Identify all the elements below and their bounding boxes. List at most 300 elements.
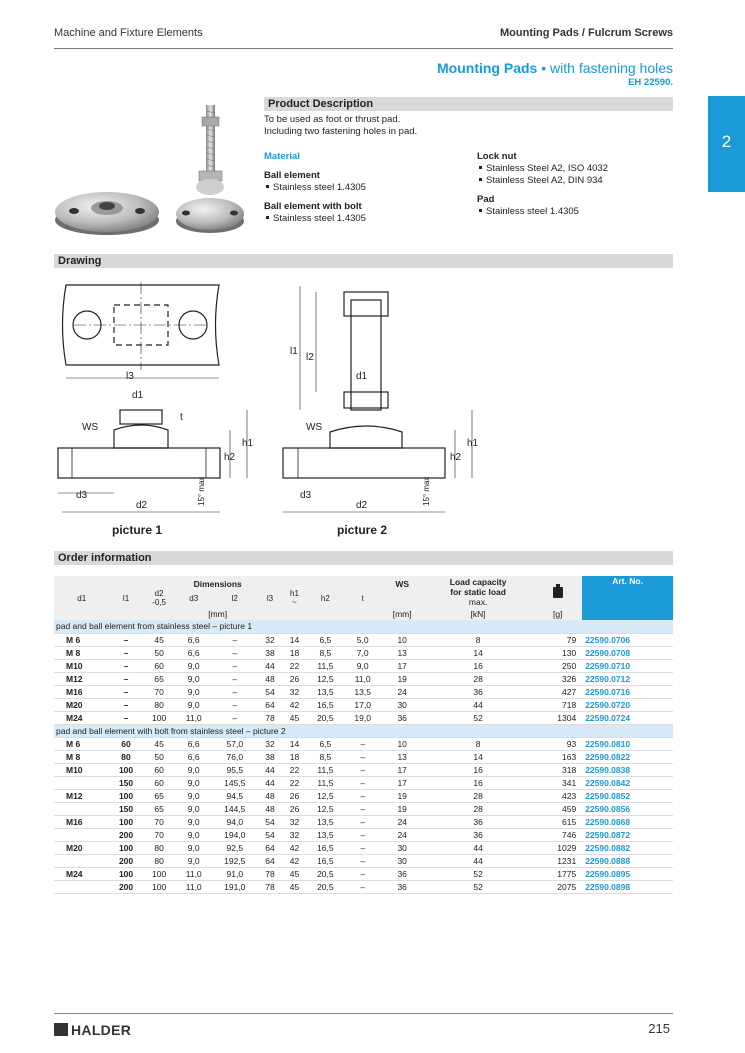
table-cell: 9,0 [176, 815, 212, 828]
table-cell: 250 [533, 659, 582, 672]
table-cell: 16,5 [307, 841, 344, 854]
table-row [54, 854, 673, 867]
col-d3: d3 [176, 589, 212, 607]
table-cell: 6,6 [176, 750, 212, 763]
table-cell: – [344, 776, 381, 789]
table-cell: 16 [423, 776, 533, 789]
lock-nut-label: Lock nut [477, 151, 517, 162]
product-description [264, 114, 417, 138]
page-title [437, 60, 673, 76]
table-cell: 52 [423, 867, 533, 880]
table-cell: 65 [143, 672, 176, 685]
table-row [54, 659, 673, 672]
material-label: Material [264, 151, 300, 162]
table-cell: 70 [143, 685, 176, 698]
table-cell: 36 [423, 685, 533, 698]
table-cell: 1231 [533, 854, 582, 867]
label-angle-2: 15° max [422, 476, 431, 506]
table-cell: 54 [258, 828, 282, 841]
group-label: pad and ball element from stainless steel – picture 1 [54, 620, 673, 633]
art-no-cell[interactable]: 22590.0842 [582, 776, 673, 789]
table-cell: 45 [282, 867, 306, 880]
header-category: Mounting Pads / Fulcrum Screws [500, 27, 673, 39]
ball-element-material: Stainless steel 1.4305 [264, 182, 366, 194]
header-section-title: Machine and Fixture Elements [54, 27, 203, 39]
table-cell: 746 [533, 828, 582, 841]
table-cell: M12 [54, 672, 110, 685]
table-cell: – [110, 633, 143, 646]
table-cell: 318 [533, 763, 582, 776]
ws-header: WS [381, 576, 423, 589]
table-cell: M 8 [54, 750, 110, 763]
table-cell: – [110, 659, 143, 672]
table-cell: 95,5 [212, 763, 258, 776]
art-no-header: Art. No. [582, 576, 673, 620]
order-information-heading: Order information [54, 551, 673, 565]
table-cell: 52 [423, 880, 533, 893]
weight-icon [533, 576, 582, 607]
art-no-cell[interactable]: 22590.0888 [582, 854, 673, 867]
table-cell: – [212, 711, 258, 724]
table-cell: 45 [282, 711, 306, 724]
table-row [54, 763, 673, 776]
table-cell: 94,5 [212, 789, 258, 802]
table-cell: 6,6 [176, 646, 212, 659]
col-l1: l1 [110, 589, 143, 607]
art-no-cell[interactable]: 22590.0872 [582, 828, 673, 841]
table-cell: 19 [381, 789, 423, 802]
table-cell: 718 [533, 698, 582, 711]
title-sub: with fastening holes [550, 60, 673, 76]
table-cell: M20 [54, 841, 110, 854]
table-cell: 100 [110, 867, 143, 880]
table-cell: 48 [258, 789, 282, 802]
table-cell: 9,0 [176, 841, 212, 854]
table-row [54, 880, 673, 893]
table-cell: 60 [143, 659, 176, 672]
table-cell: 44 [423, 698, 533, 711]
label-d3-2: d3 [300, 490, 312, 501]
label-l2: l2 [306, 352, 314, 363]
page-number: 215 [648, 1021, 670, 1036]
col-t: t [344, 589, 381, 607]
label-h1-2: h1 [467, 438, 479, 449]
table-cell: 10 [381, 737, 423, 750]
order-table-body [54, 620, 673, 893]
table-cell: 32 [258, 633, 282, 646]
col-l3: l3 [258, 589, 282, 607]
table-cell: – [344, 854, 381, 867]
table-cell: 65 [143, 802, 176, 815]
table-cell: 150 [110, 776, 143, 789]
table-cell: 30 [381, 854, 423, 867]
table-cell: 54 [258, 685, 282, 698]
art-no-cell[interactable]: 22590.0822 [582, 750, 673, 763]
table-cell: 14 [423, 646, 533, 659]
table-cell: 163 [533, 750, 582, 763]
table-row [54, 685, 673, 698]
table-cell: 423 [533, 789, 582, 802]
group-label: pad and ball element with bolt from stainless steel – picture 2 [54, 724, 673, 737]
table-row [54, 841, 673, 854]
table-cell: 38 [258, 646, 282, 659]
table-cell: 11,0 [176, 867, 212, 880]
chapter-tab[interactable]: 2 [708, 96, 745, 192]
table-row [54, 828, 673, 841]
table-cell: 11,0 [176, 711, 212, 724]
table-cell: 16 [423, 659, 533, 672]
brand-mark-icon [54, 1023, 68, 1036]
table-cell: 9,0 [176, 763, 212, 776]
table-cell: – [212, 633, 258, 646]
table-cell: 9,0 [176, 789, 212, 802]
table-cell: 13,5 [307, 828, 344, 841]
table-cell: 1775 [533, 867, 582, 880]
art-no-cell[interactable]: 22590.0724 [582, 711, 673, 724]
table-cell: – [344, 789, 381, 802]
table-cell: 9,0 [176, 802, 212, 815]
table-cell: 94,0 [212, 815, 258, 828]
table-cell: 9,0 [344, 659, 381, 672]
label-l3: l3 [126, 371, 134, 382]
table-cell: 130 [533, 646, 582, 659]
table-cell: 19 [381, 672, 423, 685]
table-cell: 326 [533, 672, 582, 685]
table-cell: 60 [110, 737, 143, 750]
table-cell: 9,0 [176, 776, 212, 789]
label-d1-2: d1 [356, 371, 368, 382]
table-cell: 65 [143, 789, 176, 802]
table-cell: – [212, 698, 258, 711]
table-cell: 36 [423, 828, 533, 841]
table-row [54, 802, 673, 815]
table-cell: 17 [381, 659, 423, 672]
table-cell: 22 [282, 659, 306, 672]
art-no-cell[interactable]: 22590.0882 [582, 841, 673, 854]
table-cell [54, 776, 110, 789]
table-cell: 16,5 [307, 698, 344, 711]
table-cell: 12,5 [307, 789, 344, 802]
table-cell: 42 [282, 841, 306, 854]
table-cell: 54 [258, 815, 282, 828]
table-cell: 42 [282, 698, 306, 711]
table-cell: M 6 [54, 633, 110, 646]
table-cell: 26 [282, 672, 306, 685]
table-cell: – [110, 698, 143, 711]
table-cell: 2075 [533, 880, 582, 893]
art-no-cell[interactable]: 22590.0706 [582, 633, 673, 646]
table-row [54, 867, 673, 880]
table-cell: 10 [381, 633, 423, 646]
dimensions-header: Dimensions [54, 576, 381, 589]
label-h2-2: h2 [450, 452, 462, 463]
table-cell: 45 [143, 737, 176, 750]
table-cell: 14 [282, 737, 306, 750]
brand-logo: HALDER [54, 1022, 131, 1038]
table-cell: 9,0 [176, 828, 212, 841]
col-d1: d1 [54, 589, 110, 607]
art-no-cell[interactable]: 22590.0895 [582, 867, 673, 880]
col-l2: l2 [212, 589, 258, 607]
art-no-cell[interactable]: 22590.0810 [582, 737, 673, 750]
table-cell: 45 [143, 633, 176, 646]
table-cell: 70 [143, 815, 176, 828]
order-table [54, 576, 673, 894]
table-cell: 11,5 [307, 659, 344, 672]
product-code: EH 22590. [628, 77, 673, 88]
technical-drawing [54, 280, 484, 542]
table-cell: 64 [258, 698, 282, 711]
table-cell: 19 [381, 802, 423, 815]
label-d1: d1 [132, 390, 144, 401]
table-cell: 64 [258, 854, 282, 867]
table-cell: 20,5 [307, 867, 344, 880]
table-cell: 11,5 [307, 776, 344, 789]
art-no-cell[interactable]: 22590.0720 [582, 698, 673, 711]
table-cell: 78 [258, 867, 282, 880]
art-no-cell[interactable]: 22590.0856 [582, 802, 673, 815]
table-cell: 80 [143, 841, 176, 854]
label-h2: h2 [224, 452, 236, 463]
table-cell: M16 [54, 685, 110, 698]
table-cell: 6,5 [307, 633, 344, 646]
table-cell: 36 [381, 711, 423, 724]
table-cell [54, 828, 110, 841]
table-cell: M10 [54, 659, 110, 672]
table-cell: 80 [110, 750, 143, 763]
table-cell: 70 [143, 828, 176, 841]
table-cell: 19,0 [344, 711, 381, 724]
footer-divider [54, 1013, 673, 1014]
table-cell: – [212, 659, 258, 672]
table-cell: 145,5 [212, 776, 258, 789]
table-cell: 60 [143, 763, 176, 776]
table-cell: 6,5 [307, 737, 344, 750]
table-row [54, 815, 673, 828]
table-cell: – [344, 880, 381, 893]
table-cell: 144,5 [212, 802, 258, 815]
table-cell [54, 880, 110, 893]
table-cell: 12,5 [307, 802, 344, 815]
table-cell: 78 [258, 711, 282, 724]
table-cell: 44 [258, 659, 282, 672]
table-cell: 6,6 [176, 633, 212, 646]
lock-nut-material-2: Stainless Steel A2, DIN 934 [477, 175, 603, 187]
table-cell: 32 [282, 815, 306, 828]
art-no-cell[interactable]: 22590.0852 [582, 789, 673, 802]
table-cell: 44 [423, 854, 533, 867]
table-cell: 93 [533, 737, 582, 750]
label-t: t [180, 412, 183, 423]
art-no-cell[interactable]: 22590.0708 [582, 646, 673, 659]
table-cell: M 8 [54, 646, 110, 659]
table-cell: 100 [110, 841, 143, 854]
table-cell: 50 [143, 646, 176, 659]
table-cell: 5,0 [344, 633, 381, 646]
table-row [54, 750, 673, 763]
table-cell: 32 [282, 685, 306, 698]
table-cell: 48 [258, 672, 282, 685]
table-cell: 191,0 [212, 880, 258, 893]
table-cell: 9,0 [176, 698, 212, 711]
table-row [54, 789, 673, 802]
table-cell: 8,5 [307, 646, 344, 659]
table-cell: 64 [258, 841, 282, 854]
table-cell: 8 [423, 633, 533, 646]
table-cell: 17,0 [344, 698, 381, 711]
table-cell: 16 [423, 763, 533, 776]
art-no-cell[interactable]: 22590.0710 [582, 659, 673, 672]
table-cell: 13 [381, 646, 423, 659]
table-cell: 17 [381, 763, 423, 776]
units-ws: [mm] [381, 607, 423, 620]
table-cell: 44 [258, 763, 282, 776]
table-cell: 100 [143, 711, 176, 724]
table-cell: – [212, 646, 258, 659]
table-cell: – [344, 867, 381, 880]
art-no-cell[interactable]: 22590.0898 [582, 880, 673, 893]
table-cell: 11,5 [307, 763, 344, 776]
table-cell: 192,5 [212, 854, 258, 867]
table-cell: 26 [282, 789, 306, 802]
table-units-row [54, 607, 673, 620]
table-cell: 38 [258, 750, 282, 763]
description-line-2: Including two fastening holes in pad. [264, 126, 418, 137]
label-h1: h1 [242, 438, 254, 449]
table-cell: 76,0 [212, 750, 258, 763]
table-cell: 80 [143, 698, 176, 711]
table-cell: – [212, 685, 258, 698]
table-cell: 91,0 [212, 867, 258, 880]
table-group-row [54, 620, 673, 633]
table-cell: 48 [258, 802, 282, 815]
table-cell: 57,0 [212, 737, 258, 750]
table-cell: 7,0 [344, 646, 381, 659]
load-capacity-header: Load capacity for static load max. [423, 576, 533, 607]
label-d3: d3 [76, 490, 88, 501]
table-cell: 200 [110, 828, 143, 841]
table-cell: 9,0 [176, 685, 212, 698]
label-angle: 15° max [197, 476, 206, 506]
table-cell: 60 [143, 776, 176, 789]
title-bullet: • [541, 60, 547, 76]
table-cell: 100 [110, 815, 143, 828]
table-cell: M 6 [54, 737, 110, 750]
description-line-1: To be used as foot or thrust pad. [264, 114, 401, 125]
table-cell: 100 [110, 763, 143, 776]
table-row [54, 646, 673, 659]
table-cell: M16 [54, 815, 110, 828]
table-cell: 36 [381, 867, 423, 880]
table-cell: 28 [423, 789, 533, 802]
table-cell: 459 [533, 802, 582, 815]
table-cell: 20,5 [307, 711, 344, 724]
pad-label: Pad [477, 194, 495, 205]
art-no-cell[interactable]: 22590.0868 [582, 815, 673, 828]
table-cell: 18 [282, 646, 306, 659]
table-cell: 13,5 [307, 815, 344, 828]
table-cell: – [110, 646, 143, 659]
header-divider [54, 48, 673, 49]
table-cell: 13,5 [344, 685, 381, 698]
table-cell: 11,0 [344, 672, 381, 685]
units-dims: [mm] [54, 607, 381, 620]
picture-2-caption: picture 2 [337, 523, 388, 537]
table-cell: 615 [533, 815, 582, 828]
table-cell: – [344, 750, 381, 763]
table-cell: 28 [423, 802, 533, 815]
art-no-cell[interactable]: 22590.0712 [582, 672, 673, 685]
table-cell: 22 [282, 776, 306, 789]
table-cell: 100 [143, 880, 176, 893]
table-cell: 9,0 [176, 854, 212, 867]
table-cell: – [344, 802, 381, 815]
table-cell: 78 [258, 880, 282, 893]
units-load: [kN] [423, 607, 533, 620]
art-no-cell[interactable]: 22590.0838 [582, 763, 673, 776]
drawing-heading: Drawing [54, 254, 673, 268]
table-cell: 9,0 [176, 659, 212, 672]
table-cell: 100 [143, 867, 176, 880]
table-cell: 30 [381, 698, 423, 711]
col-h2: h2 [307, 589, 344, 607]
table-cell: 13,5 [307, 685, 344, 698]
ball-element-label: Ball element [264, 170, 320, 181]
table-cell: 8 [423, 737, 533, 750]
table-cell: 24 [381, 685, 423, 698]
table-cell: – [344, 841, 381, 854]
table-cell: 1029 [533, 841, 582, 854]
table-cell: 11,0 [176, 880, 212, 893]
table-cell [54, 854, 110, 867]
table-cell: – [344, 763, 381, 776]
table-cell: 32 [258, 737, 282, 750]
table-row [54, 633, 673, 646]
table-cell: 28 [423, 672, 533, 685]
table-cell: 52 [423, 711, 533, 724]
table-cell: 24 [381, 828, 423, 841]
table-row [54, 737, 673, 750]
table-cell: M24 [54, 867, 110, 880]
table-header-row-1 [54, 576, 673, 589]
table-group-row [54, 724, 673, 737]
table-cell: 80 [143, 854, 176, 867]
table-cell [54, 802, 110, 815]
col-h1: h1 ~ [282, 589, 306, 607]
table-cell: – [110, 711, 143, 724]
table-cell: 42 [282, 854, 306, 867]
table-cell: 50 [143, 750, 176, 763]
table-cell: 13 [381, 750, 423, 763]
table-cell: 14 [423, 750, 533, 763]
table-row [54, 776, 673, 789]
table-cell: 200 [110, 880, 143, 893]
table-cell: – [344, 828, 381, 841]
table-cell: 341 [533, 776, 582, 789]
table-cell: 32 [282, 828, 306, 841]
table-cell: 36 [423, 815, 533, 828]
label-d2: d2 [136, 500, 148, 511]
ball-element-bolt-material: Stainless steel 1.4305 [264, 213, 366, 225]
table-cell: 16,5 [307, 854, 344, 867]
art-no-cell[interactable]: 22590.0716 [582, 685, 673, 698]
col-d2: d2 -0,5 [143, 589, 176, 607]
table-row [54, 672, 673, 685]
product-description-heading: Product Description [264, 97, 673, 111]
label-ws-2: WS [306, 422, 323, 433]
table-cell: 45 [282, 880, 306, 893]
label-l1: l1 [290, 346, 298, 357]
